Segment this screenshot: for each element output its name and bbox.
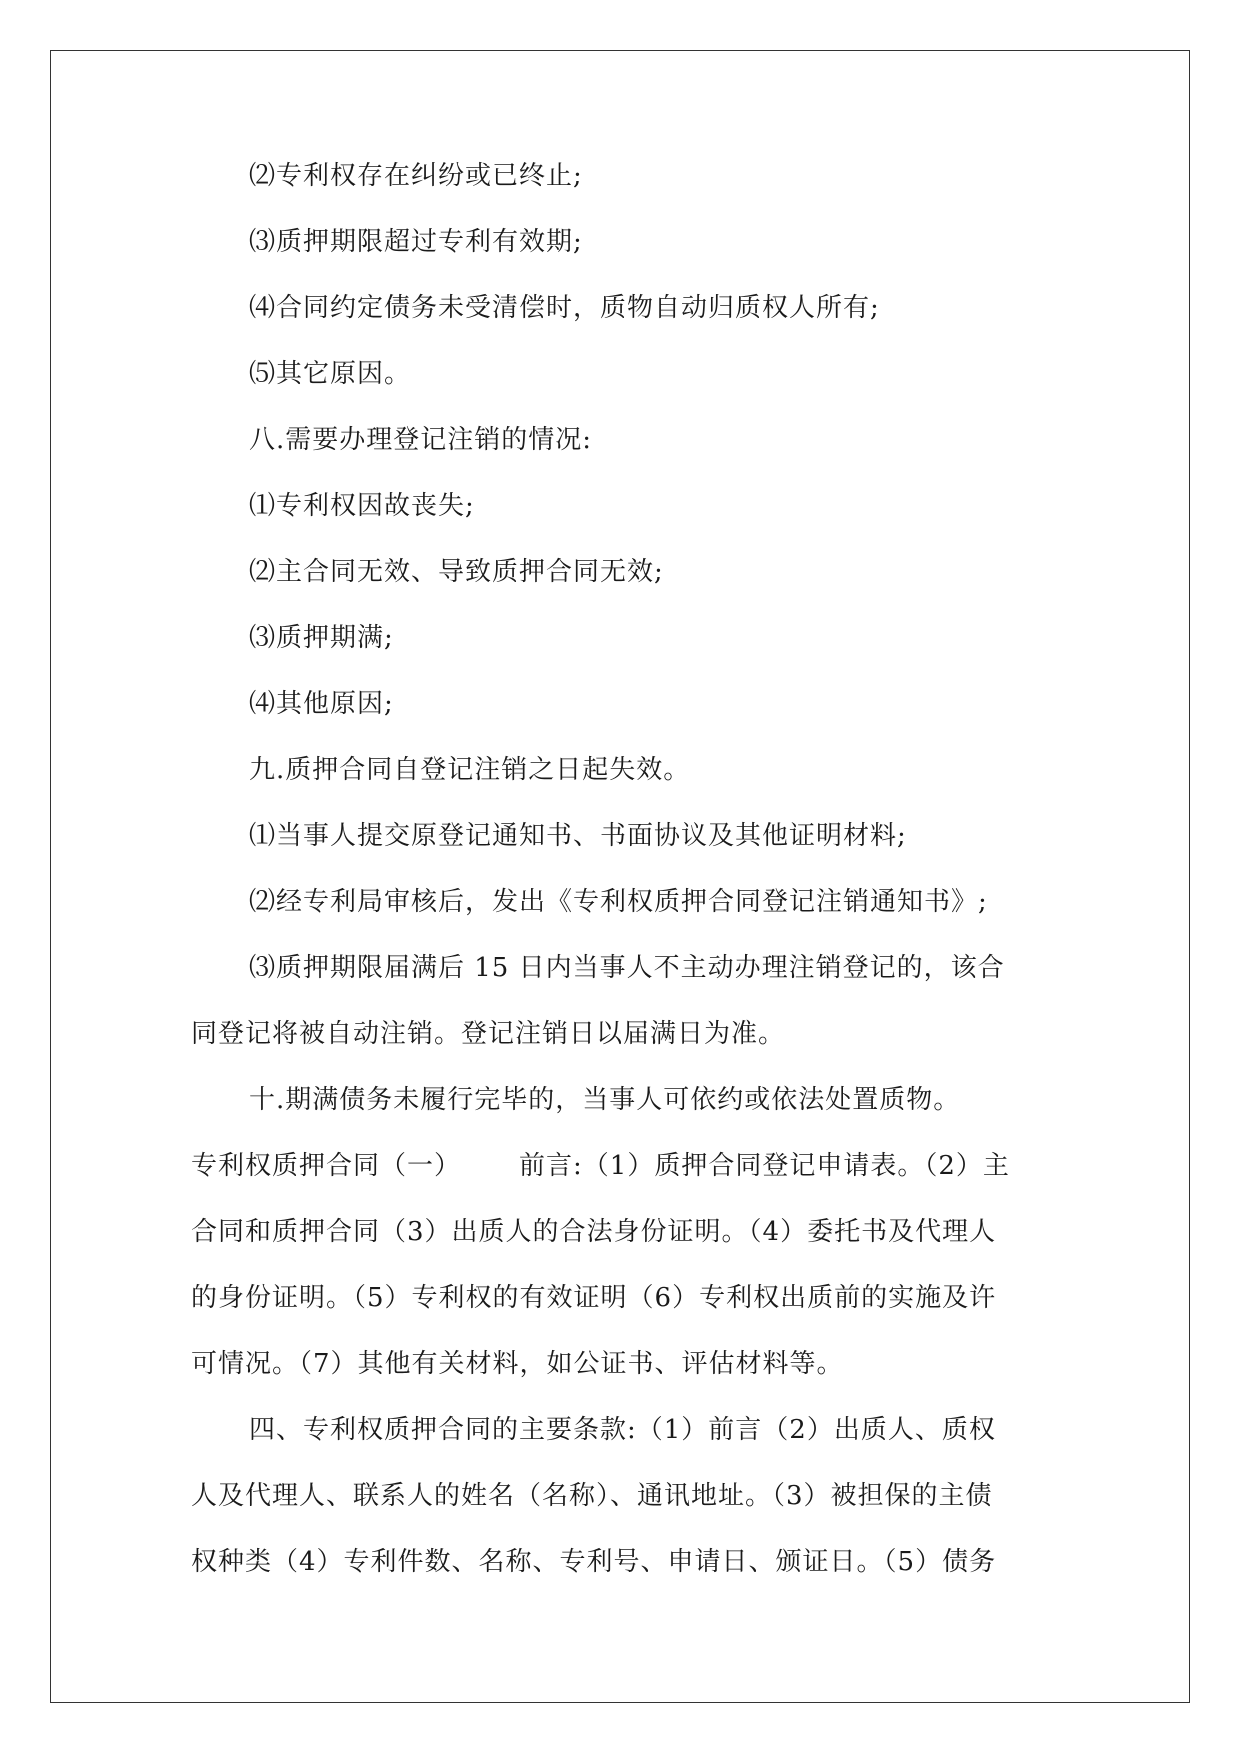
document-body — [191, 160, 1057, 1612]
section-heading: 十.期满债务未履行完毕的，当事人可依约或依法处置质物。 — [249, 1085, 961, 1115]
paragraph-line: 人及代理人、联系人的姓名（名称）、通讯地址。（3）被担保的主债 — [191, 1481, 993, 1511]
paragraph-line — [191, 1150, 1057, 1216]
section-heading: 八.需要办理登记注销的情况: — [249, 425, 593, 455]
list-item: ⑸其它原因。 — [249, 359, 412, 389]
paragraph-line: 的身份证明。（5）专利权的有效证明（6）专利权出质前的实施及许 — [191, 1283, 997, 1313]
paragraph-line: 同登记将被自动注销。登记注销日以届满日为准。 — [191, 1019, 786, 1049]
contract-title: 专利权质押合同（一） — [191, 1151, 462, 1181]
paragraph-line: 权种类（4）专利件数、名称、专利号、申请日、颁证日。（5）债务 — [191, 1547, 997, 1577]
list-item: ⑶质押期限超过专利有效期; — [249, 227, 583, 257]
list-item: ⑴专利权因故丧失; — [249, 491, 475, 521]
list-item: ⑶质押期满; — [249, 623, 394, 653]
list-item: ⑵经专利局审核后，发出《专利权质押合同登记注销通知书》; — [249, 887, 988, 917]
section-heading: 四、专利权质押合同的主要条款:（1）前言（2）出质人、质权 — [249, 1415, 996, 1445]
preface-text: 前言:（1）质押合同登记申请表。（2）主 — [519, 1151, 1010, 1181]
list-item: ⑷合同约定债务未受清偿时，质物自动归质权人所有; — [249, 293, 880, 323]
list-item: ⑵专利权存在纠纷或已终止; — [249, 161, 583, 191]
section-heading: 九.质押合同自登记注销之日起失效。 — [249, 755, 691, 785]
paragraph-line: 可情况。（7）其他有关材料，如公证书、评估材料等。 — [191, 1349, 844, 1379]
paragraph-line: 合同和质押合同（3）出质人的合法身份证明。（4）委托书及代理人 — [191, 1217, 997, 1247]
list-item: ⑶质押期限届满后 15 日内当事人不主动办理注销登记的，该合 — [249, 953, 1005, 983]
list-item: ⑵主合同无效、导致质押合同无效; — [249, 557, 664, 587]
list-item: ⑷其他原因; — [249, 689, 394, 719]
list-item: ⑴当事人提交原登记通知书、书面协议及其他证明材料; — [249, 821, 907, 851]
